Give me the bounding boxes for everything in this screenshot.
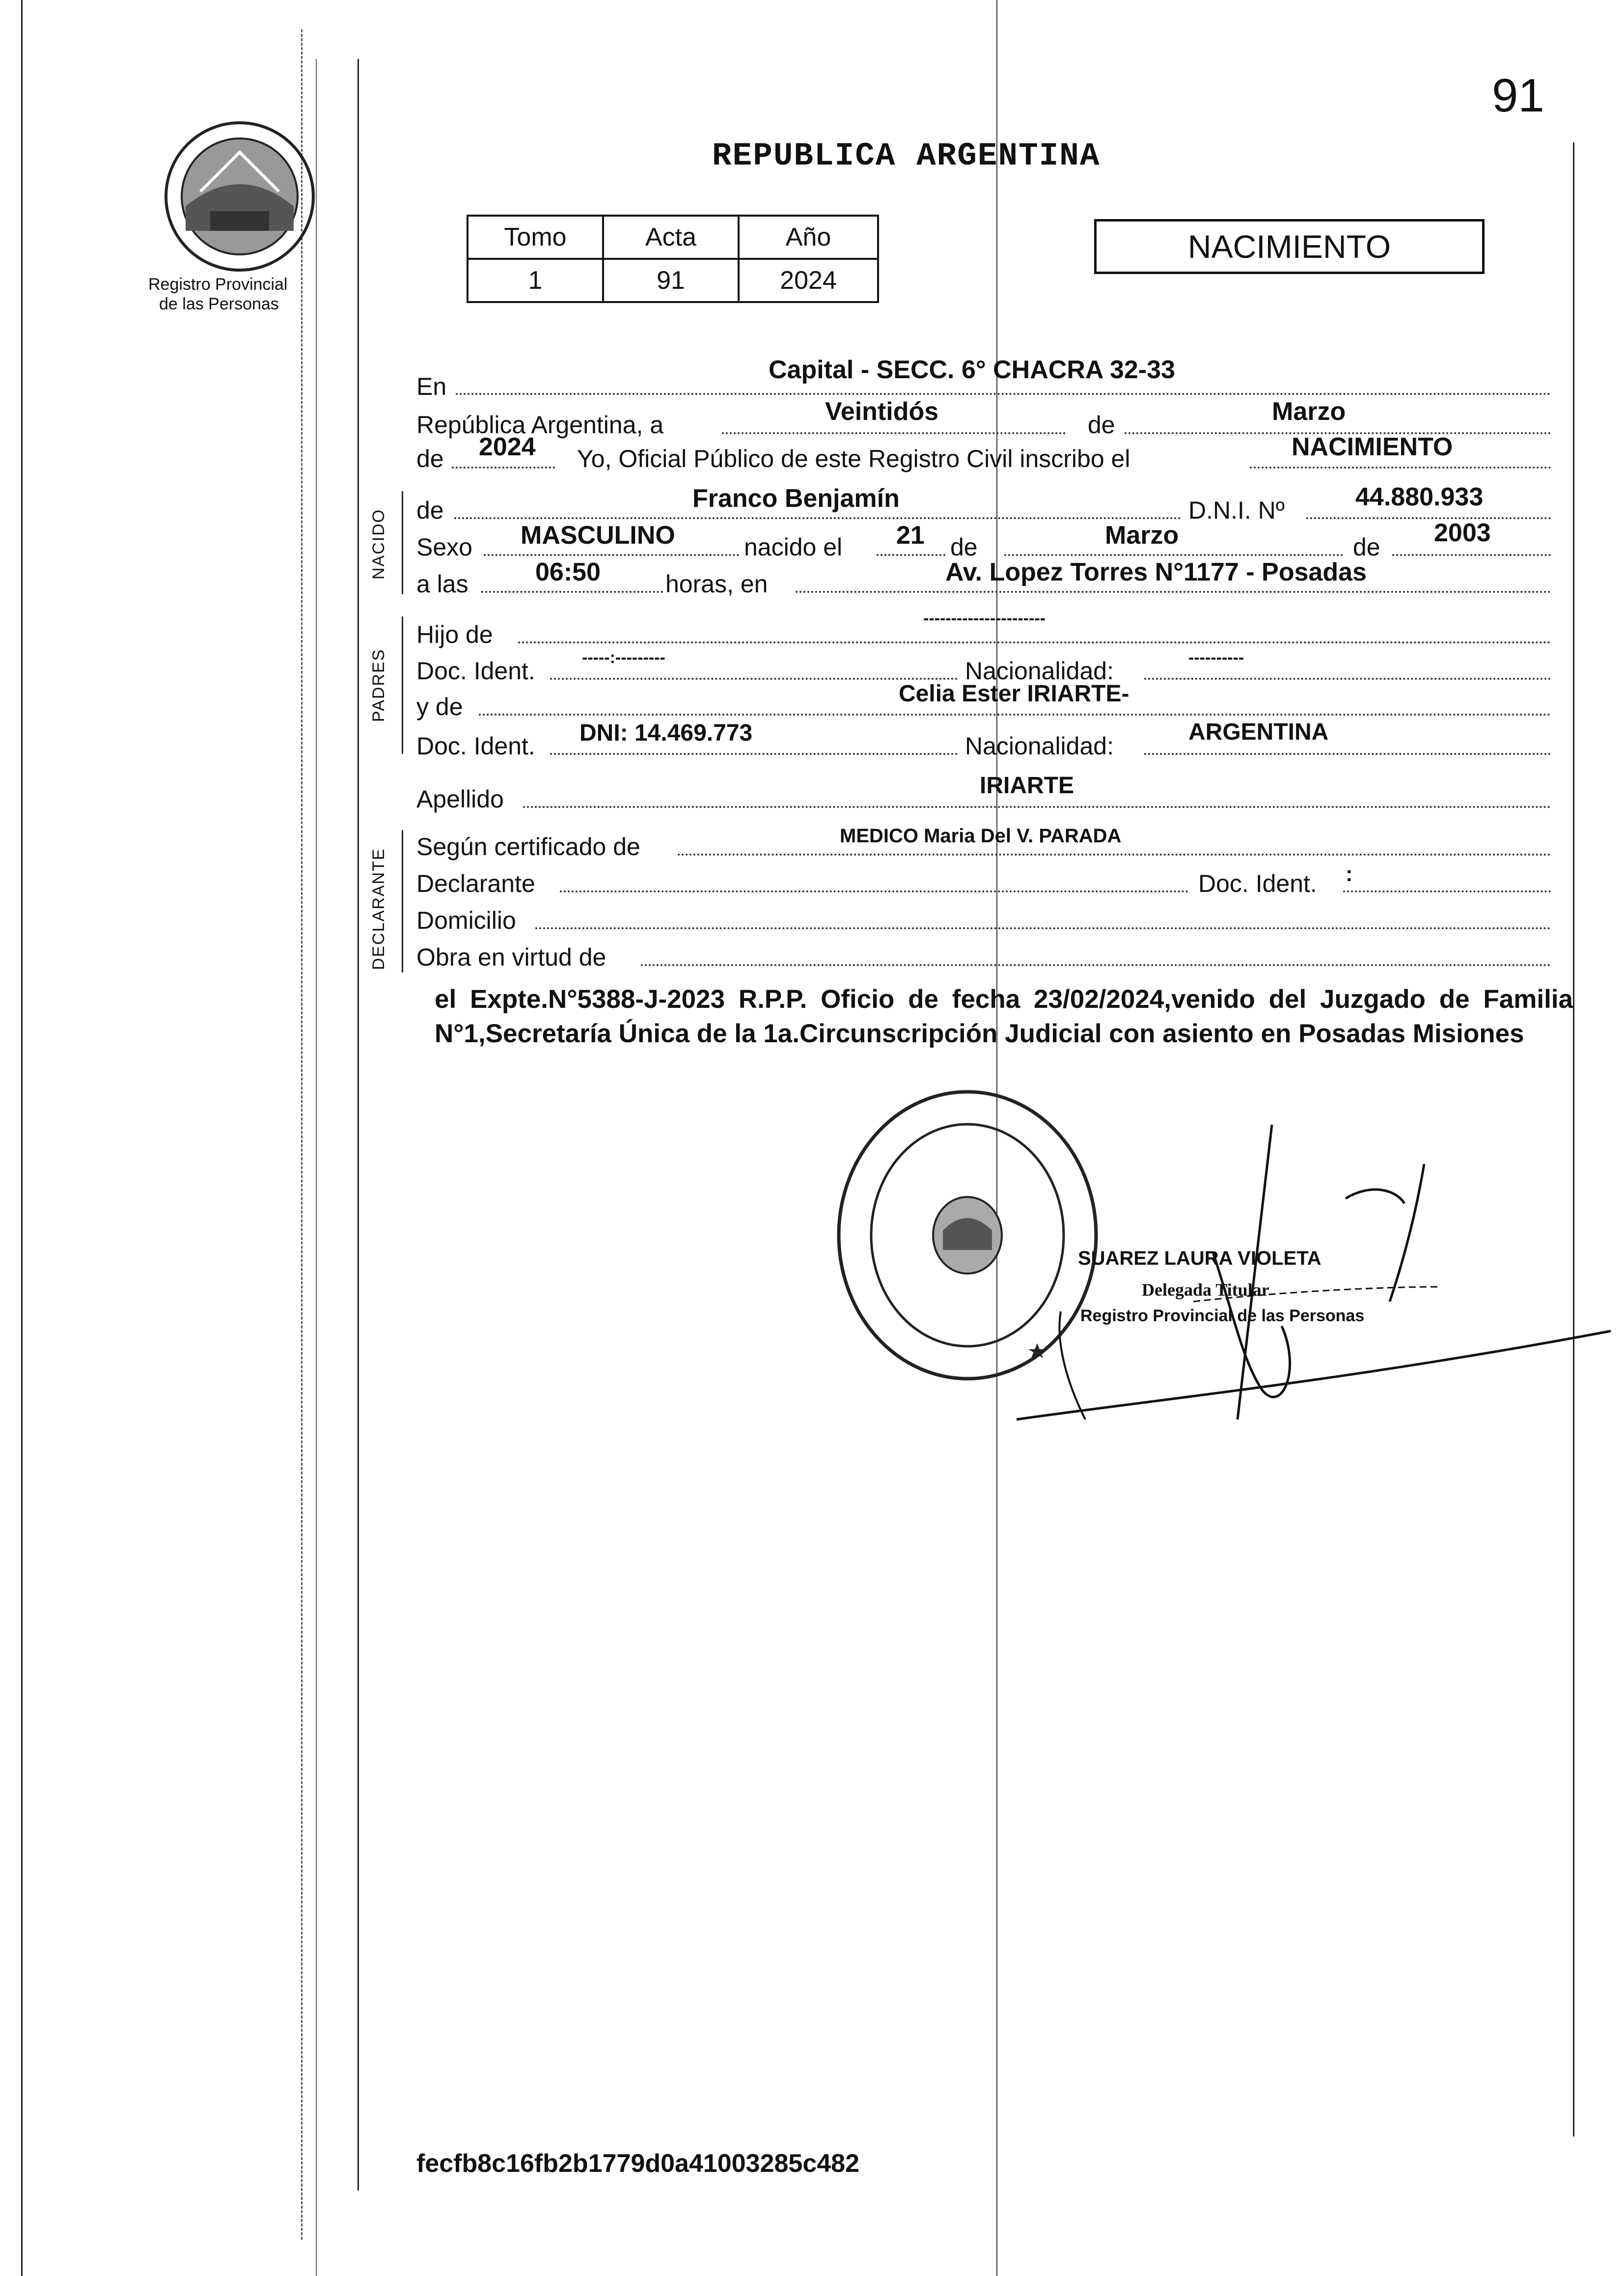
dotted-line — [523, 806, 1551, 808]
label-yo: Yo, Oficial Público de este Registro Civil inscribo el — [577, 445, 1130, 472]
value-madre-nac: ARGENTINA — [1188, 719, 1329, 745]
dotted-line — [1250, 467, 1551, 469]
label-republica: República Argentina, a — [416, 411, 664, 439]
label-dni: D.N.I. Nº — [1188, 497, 1285, 524]
handwritten-signature — [1007, 1105, 1621, 1459]
logo-caption-2: de las Personas — [159, 295, 279, 313]
label-domicilio: Domicilio — [416, 907, 516, 934]
coat-of-arms-icon — [933, 1197, 1002, 1274]
value-tipo: NACIMIENTO — [1292, 433, 1453, 461]
label-doc-ident-2: Doc. Ident. — [416, 732, 535, 760]
value-anio: 2024 — [479, 433, 536, 461]
label-declarante: Declarante — [416, 870, 535, 897]
section-label-nacido: NACIDO — [369, 508, 388, 580]
value-anio-nac: 2003 — [1434, 519, 1491, 547]
left-dash-line — [301, 29, 303, 2240]
value-padre-doc: -----:--------- — [582, 648, 665, 667]
label-obra-en-virtud: Obra en virtud de — [416, 944, 606, 971]
value-hora: 06:50 — [535, 558, 601, 586]
value-dia-nac: 21 — [896, 521, 925, 550]
label-segun-certificado: Según certificado de — [416, 833, 640, 860]
label-horas-en: horas, en — [665, 570, 768, 598]
page-title: REPUBLICA ARGENTINA — [712, 138, 1101, 174]
reference-table — [467, 215, 879, 303]
table-value-anio: 2024 — [739, 259, 878, 302]
value-dia: Veintidós — [825, 397, 939, 426]
value-madre-doc: DNI: 14.469.773 — [579, 720, 753, 746]
dotted-line — [560, 890, 1188, 892]
table-header-anio: Año — [739, 216, 878, 259]
label-hijo-de: Hijo de — [416, 621, 493, 648]
body-text: el Expte.N°5388-J-2023 R.P.P. Oficio de fecha 23/02/2024,venido del Juzgado de Familia N°1,Secretaría Única de la 1a.Circunscripción Judicial con asiento en Posadas Misiones — [435, 985, 1573, 1048]
value-padre: ---------------------- — [923, 609, 1046, 628]
dotted-line — [678, 854, 1551, 856]
label-de2: de — [416, 445, 444, 472]
logo-caption-1: Registro Provincial — [148, 275, 288, 294]
value-apellido: IRIARTE — [980, 773, 1074, 799]
value-lugar: Capital - SECC. 6° CHACRA 32-33 — [769, 356, 1175, 384]
section-label-padres: PADRES — [369, 648, 388, 722]
label-y-de: y de — [416, 693, 463, 721]
dotted-line — [550, 678, 958, 680]
signer-org: Registro Provincial de las Personas — [1080, 1306, 1365, 1325]
value-padre-nac: ---------- — [1188, 648, 1244, 667]
value-certificado: MEDICO Maria Del V. PARADA — [840, 825, 1122, 847]
dotted-line — [1343, 890, 1551, 892]
value-doc-ident-decl: : — [1346, 862, 1353, 886]
left-margin-line-2 — [316, 59, 317, 2276]
label-sexo: Sexo — [416, 533, 472, 561]
dotted-line — [550, 753, 958, 755]
act-type-box: NACIMIENTO — [1094, 219, 1485, 274]
declarante-bracket — [402, 830, 403, 972]
padres-bracket — [402, 616, 403, 754]
table-header-acta: Acta — [603, 216, 739, 259]
dotted-line — [518, 641, 1551, 643]
province-logo — [156, 118, 323, 275]
page-number: 91 — [1492, 69, 1544, 122]
label-de-mes: de — [950, 533, 978, 561]
left-margin-line — [21, 0, 23, 2276]
nacido-bracket — [402, 491, 403, 594]
label-nacionalidad-2: Nacionalidad: — [965, 732, 1114, 760]
dotted-line — [535, 927, 1551, 929]
dotted-line — [454, 517, 1181, 519]
value-lugar-nac: Av. Lopez Torres N°1177 - Posadas — [945, 558, 1367, 586]
label-doc-ident-decl: Doc. Ident. — [1198, 870, 1317, 897]
dotted-line — [452, 467, 555, 469]
dotted-line — [456, 393, 1551, 395]
label-de-anio: de — [1353, 533, 1380, 561]
value-madre: Celia Ester IRIARTE- — [899, 681, 1129, 707]
label-en: En — [416, 373, 447, 400]
label-a-las: a las — [416, 570, 468, 598]
dotted-line — [481, 591, 663, 593]
dotted-line — [479, 714, 1551, 716]
label-doc-ident-1: Doc. Ident. — [416, 657, 535, 685]
signer-name: SUAREZ LAURA VIOLETA — [1078, 1248, 1321, 1269]
dotted-line — [1144, 753, 1551, 755]
value-dni: 44.880.933 — [1355, 483, 1484, 511]
dotted-line — [641, 964, 1551, 966]
label-de: de — [1088, 411, 1115, 439]
dotted-line — [722, 432, 1066, 434]
dotted-line — [1306, 517, 1551, 519]
signer-role: Delegada Titular — [1142, 1280, 1269, 1300]
dotted-line — [796, 591, 1551, 593]
table-header-tomo: Tomo — [468, 216, 603, 259]
document-hash: fecfb8c16fb2b1779d0a41003285c482 — [416, 2149, 860, 2178]
value-mes-nac: Marzo — [1105, 521, 1179, 550]
dotted-line — [484, 554, 739, 556]
table-value-tomo: 1 — [468, 259, 603, 302]
dotted-line — [1144, 678, 1551, 680]
value-nombre: Franco Benjamín — [692, 484, 900, 513]
label-nacionalidad-1: Nacionalidad: — [965, 657, 1114, 685]
value-sexo: MASCULINO — [521, 521, 675, 550]
dotted-line — [1392, 554, 1551, 556]
label-de-nombre: de — [416, 497, 444, 524]
label-nacido-el: nacido el — [744, 533, 843, 561]
dotted-line — [877, 554, 945, 556]
left-margin-line-3 — [358, 59, 359, 2191]
value-mes: Marzo — [1272, 397, 1346, 426]
table-value-acta: 91 — [603, 259, 739, 302]
section-label-declarante: DECLARANTE — [369, 848, 388, 970]
label-apellido: Apellido — [416, 785, 504, 813]
dotted-line — [1004, 554, 1343, 556]
